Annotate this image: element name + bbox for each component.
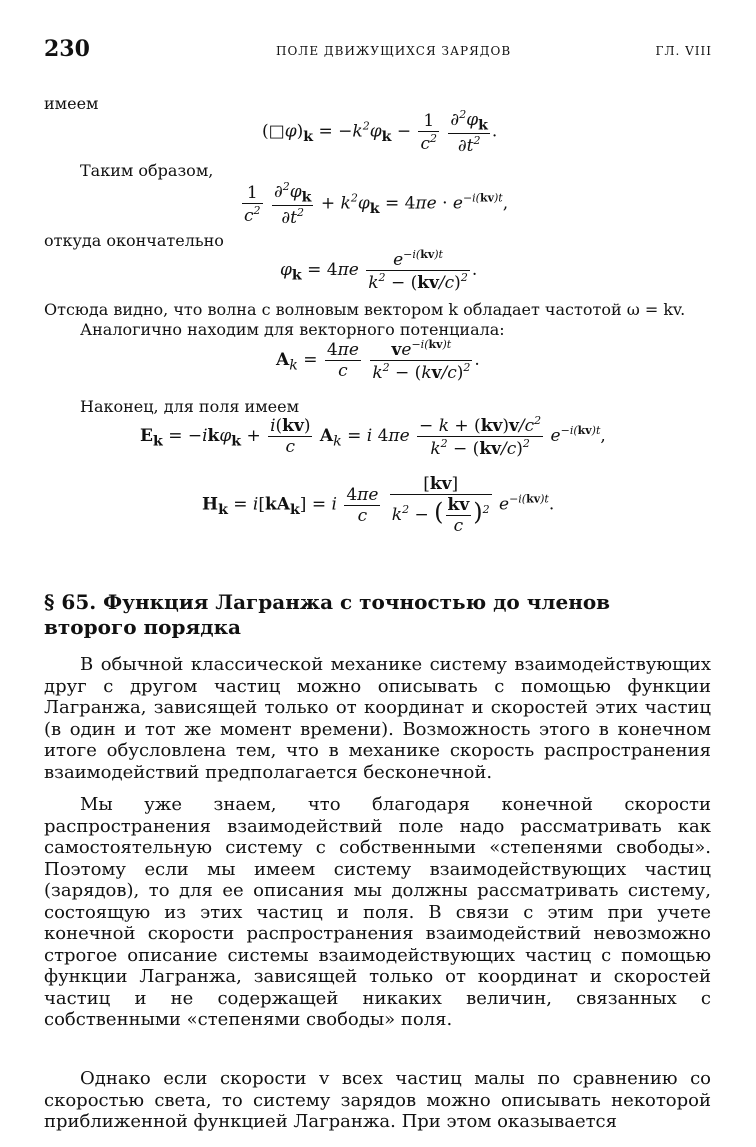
- section-title-line: § 65. Функция Лагранжа с точностью до членов: [44, 590, 611, 614]
- text-line: Аналогично находим для векторного потенциала:: [80, 320, 505, 339]
- page-number: 230: [44, 36, 90, 62]
- text-line: Отсюда видно, что волна с волновым вектором k обладает частотой ω = kv.: [44, 300, 686, 319]
- text-line: имеем: [44, 94, 99, 113]
- paragraph: [44, 654, 711, 783]
- equation-electric-field: $E_k = -ik\varphi_k$ + $\frac{i(kv)}{c}$ $A_k = i$ 4πe $\frac{- k + (kv)v/c^2}{k^2 - (kv/c)^2}$ $e^{-i(kv)t}$,: [140, 414, 606, 459]
- paragraph-text: В обычной классической механике систему взаимодействующих друг с другом частиц можно описывать с помощью функции Лагранжа, зависящей только от координат и скоростей этих частиц (в один и тот же момент времени). Возможность этого в конечном итоге обусловлена тем, что в механике скорость распространения взаимодействий предполагается бесконечной.: [44, 654, 711, 783]
- paragraph-text: Мы уже знаем, что благодаря конечной скорости распространения взаимодействий поле надо рассматривать как самостоятельную систему с собственными «степенями свободы». Поэтому если мы имеем систему взаимодействующих частиц (зарядов), то для ее описания мы должны рассматривать систему, состоящую из этих частиц и поля. В связи с этим при учете конечной скорости распространения взаимодействий невозможно строгое описание системы взаимодействующих частиц с помощью функции Лагранжа, зависящей только от координат и скоростей частиц и не содержащей никаких величин, связанных с собственными «степенями свободы» поля.: [44, 794, 711, 1030]
- section-title-line: второго порядка: [44, 615, 241, 639]
- text-line: Таким образом,: [80, 161, 214, 180]
- equation-vector-potential: $A_k$ = $\frac{4\pi e}{c}$ $\frac{ve^{-i(kv)t}}{k^2 - (kv/c)^2}$ .: [276, 338, 480, 383]
- equation-dalembertian: $(□\varphi)_k = -k^2\varphi_k$ − $\frac{1}{c^2}$ $\frac{\partial^2\varphi_k}{\partial t^2}$ .: [262, 108, 498, 157]
- paragraph: [44, 1068, 711, 1133]
- equation-wave: $\frac{1}{c^2}$ $\frac{\partial^2\varphi_k}{\partial t^2}$ + $k^2\varphi_k = 4\pi e \cdot e^{-i(kv)t}$,: [244, 180, 509, 229]
- paragraph-text: Однако если скорости v всех частиц малы по сравнению со скоростью света, то систему зарядов можно описывать некоторой приближенной функцией Лагранжа. При этом оказывается: [44, 1068, 711, 1132]
- section-heading: [44, 590, 684, 640]
- text-line: Наконец, для поля имеем: [80, 397, 300, 416]
- paragraph: [44, 794, 711, 1031]
- page-header: [44, 36, 712, 60]
- running-title: ПОЛЕ ДВИЖУЩИХСЯ ЗАРЯДОВ: [276, 44, 512, 58]
- equation-phi: $\varphi_k = 4\pi e$ $\frac{e^{-i(kv)t}}{k^2 - (kv/c)^2}$ .: [280, 248, 478, 293]
- chapter-label: ГЛ. VIII: [655, 44, 712, 58]
- text-line: откуда окончательно: [44, 231, 224, 250]
- equation-magnetic-field: $H_k = i[kA_k] = i$ $\frac{4\pi e}{c}$ [kv] $k^2$ − ( $\frac{kv}{c}$ )$^2$ $e^{-i(kv)t}$.: [202, 474, 555, 536]
